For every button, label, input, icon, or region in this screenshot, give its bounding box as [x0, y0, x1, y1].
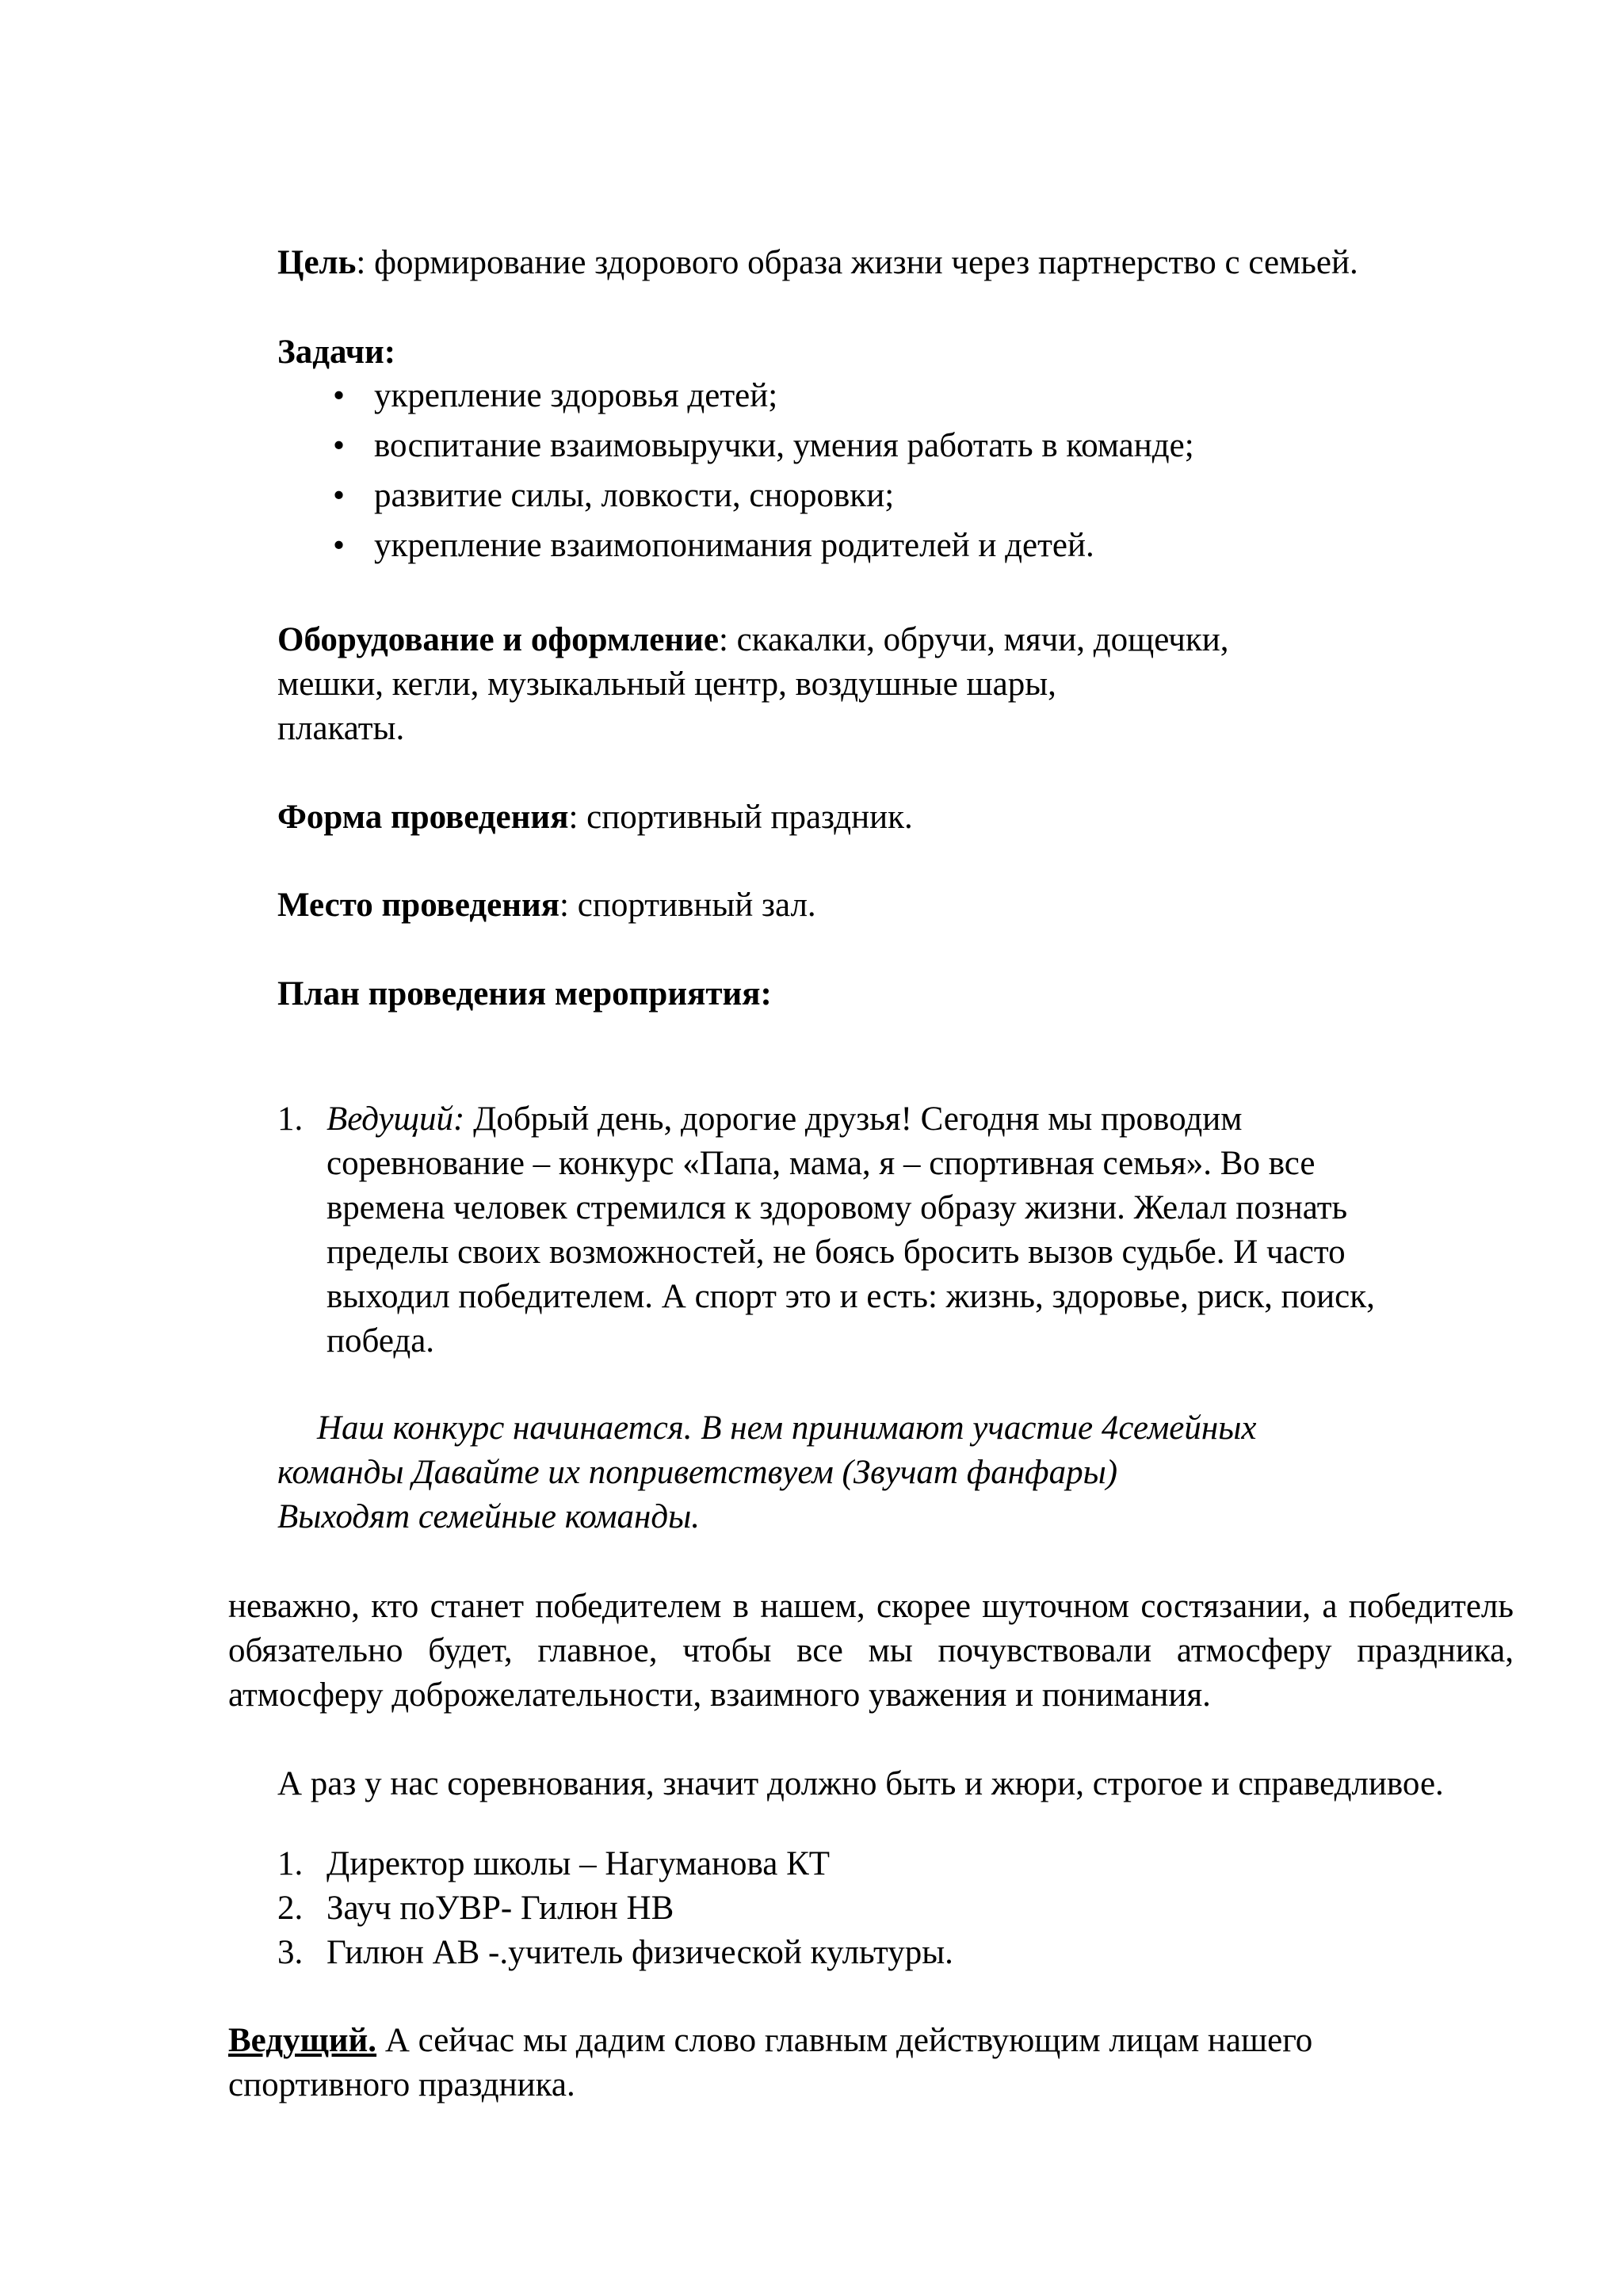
place-label: Место проведения — [277, 887, 560, 924]
item-line: пределы своих возможностей, не боясь бросить вызов судьбе. И часто — [327, 1234, 1346, 1271]
jury-number: 1. — [277, 1845, 304, 1882]
task-text: воспитание взаимовыручки, умения работать в команде; — [374, 427, 1194, 464]
item-line: победа. — [327, 1322, 435, 1360]
list-item — [277, 1931, 953, 1975]
goal-text: : формирование здорового образа жизни через партнерство с семьей. — [356, 244, 1358, 281]
item-text — [327, 1097, 1515, 1363]
list-item — [277, 1842, 953, 1886]
closing-speaker: Ведущий. — [228, 2022, 377, 2059]
place-text: : спортивный зал. — [559, 887, 816, 924]
list-item — [333, 474, 1194, 524]
list-item — [333, 524, 1194, 574]
closing-text: А сейчас мы дадим слово главным действующим лицам нашего — [376, 2022, 1313, 2059]
bullet-icon: • — [333, 377, 346, 414]
paragraph-1: неважно, кто станет победителем в нашем, скорее шуточном состязании, а победитель обязательно будет, главное, чтобы все мы почувствовали атмосферу праздника, атмосферу доброжелательности, взаимного уважения и понимания. — [228, 1588, 1514, 1714]
contest-line-1: Наш конкурс начинается. В нем принимают участие 4семейных — [317, 1409, 1257, 1447]
bullet-icon: • — [333, 427, 346, 464]
jury-text: Гилюн АВ -.учитель физической культуры. — [327, 1934, 953, 1971]
bullet-icon: • — [333, 527, 346, 564]
speaker-label: Ведущий: — [327, 1100, 465, 1138]
goal-line — [277, 241, 1514, 285]
paragraph-2: А раз у нас соревнования, значит должно быть и жюри, строгое и справедливое. — [277, 1765, 1444, 1802]
jury-text: Директор школы – Нагуманова КТ — [327, 1845, 831, 1882]
item-line-text: Добрый день, дорогие друзья! Сегодня мы проводим — [464, 1100, 1243, 1138]
task-text: укрепление взаимопонимания родителей и детей. — [374, 527, 1094, 564]
task-text: укрепление здоровья детей; — [374, 377, 778, 414]
item-line: соревнование – конкурс «Папа, мама, я – спортивная семья». Во все — [327, 1145, 1316, 1182]
goal-label: Цель — [277, 244, 357, 281]
contest-line-3: Выходят семейные команды. — [277, 1498, 700, 1535]
jury-list — [277, 1842, 953, 1975]
equipment-text: : скакалки, обручи, мячи, дощечки, — [718, 621, 1229, 658]
plan-heading: План проведения мероприятия: — [277, 975, 772, 1013]
jury-number: 2. — [277, 1890, 304, 1927]
equipment-label: Оборудование и оформление — [277, 621, 719, 658]
jury-number: 3. — [277, 1934, 304, 1971]
item-line: времена человек стремился к здоровому образу жизни. Желал познать — [327, 1189, 1348, 1226]
item-line — [327, 1097, 1515, 1142]
list-item — [277, 1886, 953, 1931]
closing-line-2: спортивного праздника. — [228, 2066, 575, 2103]
contest-line-2: команды Давайте их поприветствуем (Звучат фанфары) — [277, 1454, 1118, 1491]
tasks-list — [333, 374, 1194, 574]
equipment-line-3: плакаты. — [277, 710, 405, 747]
closing-line-1 — [228, 2019, 1465, 2063]
form-text: : спортивный праздник. — [568, 799, 913, 836]
form-label: Форма проведения — [277, 799, 569, 836]
item-number: 1. — [277, 1100, 304, 1138]
list-item — [333, 424, 1194, 474]
form-line — [277, 795, 1514, 840]
bullet-icon: • — [333, 477, 346, 514]
tasks-heading: Задачи: — [277, 334, 396, 371]
equipment-line-2: мешки, кегли, музыкальный центр, воздушные шары, — [277, 666, 1056, 703]
item-line: выходил победителем. А спорт это и есть: жизнь, здоровье, риск, поиск, — [327, 1278, 1375, 1315]
jury-text: Зауч поУВР- Гилюн НВ — [327, 1890, 674, 1927]
equipment-line-1 — [277, 618, 1514, 662]
list-item — [333, 374, 1194, 424]
place-line — [277, 883, 1514, 928]
task-text: развитие силы, ловкости, сноровки; — [374, 477, 895, 514]
